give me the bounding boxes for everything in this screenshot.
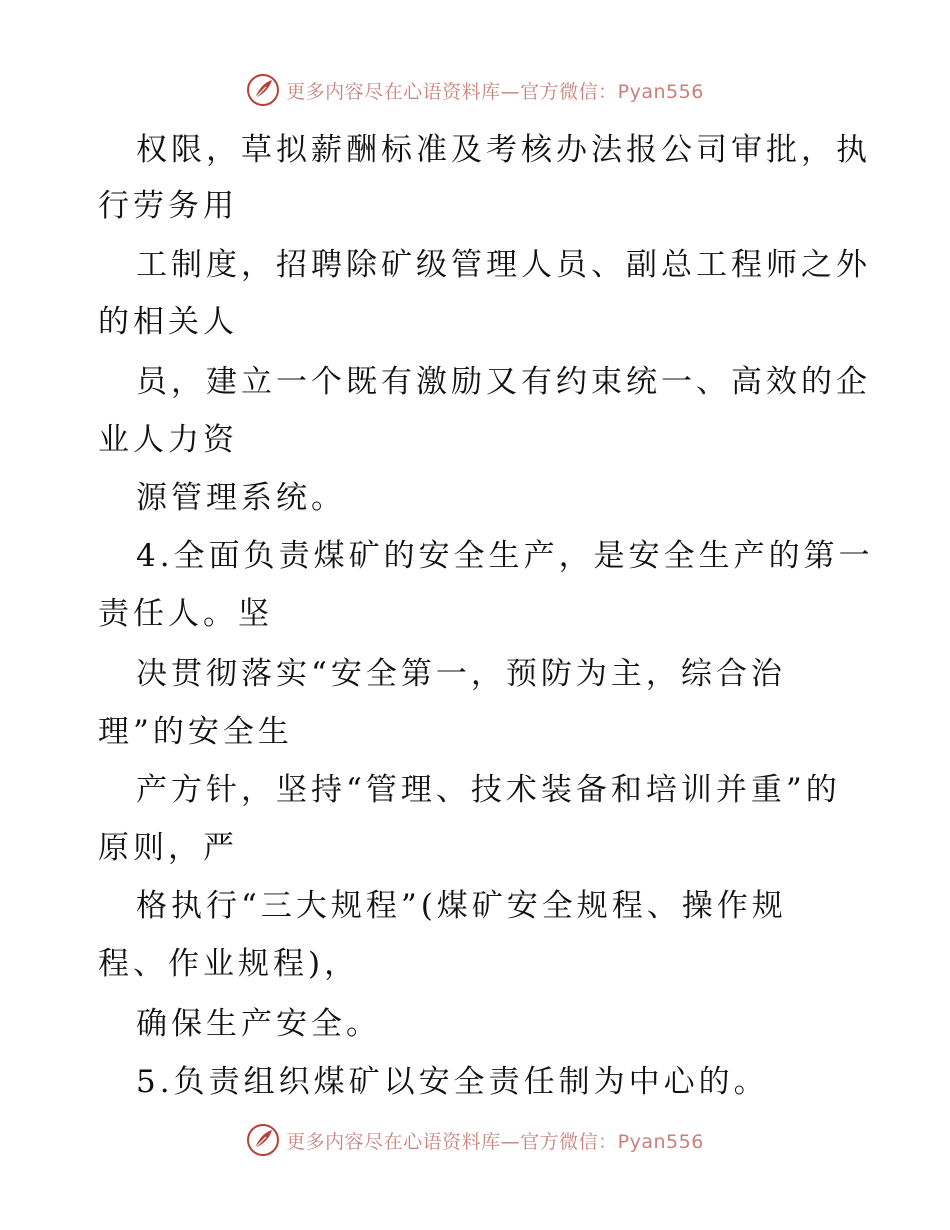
footer-banner-text: 更多内容尽在心语资料库—官方微信：Pyan556: [286, 1130, 704, 1153]
paragraph-line: 的相关人: [98, 304, 238, 340]
paragraph-line: 工制度，招聘除矿级管理人员、副总工程师之外: [136, 247, 871, 283]
paragraph-line: 行劳务用: [98, 188, 238, 224]
paragraph-line: 理”的安全生: [98, 714, 293, 750]
header-banner-text: 更多内容尽在心语资料库—官方微信：Pyan556: [286, 80, 704, 103]
paragraph-line: 原则，严: [98, 830, 238, 866]
paragraph-line: 产方针，坚持“管理、技术装备和培训并重”的: [136, 772, 841, 808]
footer-banner: [0, 1120, 950, 1160]
paragraph-line: 责任人。坚: [98, 596, 273, 632]
paragraph-line: 5.负责组织煤矿以安全责任制为中心的。: [136, 1064, 769, 1100]
paragraph-line: 权限，草拟薪酬标准及考核办法报公司审批，执: [136, 132, 871, 168]
paragraph-line: 源管理系统。: [136, 480, 346, 516]
feather-quill-logo-icon: [246, 73, 280, 107]
paragraph-line: 程、作业规程)，: [98, 946, 360, 982]
paragraph-line: 业人力资: [98, 422, 238, 458]
paragraph-line: 4.全面负责煤矿的安全生产，是安全生产的第一: [136, 538, 874, 574]
feather-quill-logo-icon: [246, 1123, 280, 1157]
paragraph-line: 员，建立一个既有激励又有约束统一、高效的企: [136, 364, 871, 400]
header-banner: [0, 70, 950, 110]
paragraph-line: 格执行“三大规程”(煤矿安全规程、操作规: [136, 888, 787, 924]
paragraph-line: 决贯彻落实“安全第一，预防为主，综合治: [136, 656, 786, 692]
paragraph-line: 确保生产安全。: [136, 1006, 381, 1042]
